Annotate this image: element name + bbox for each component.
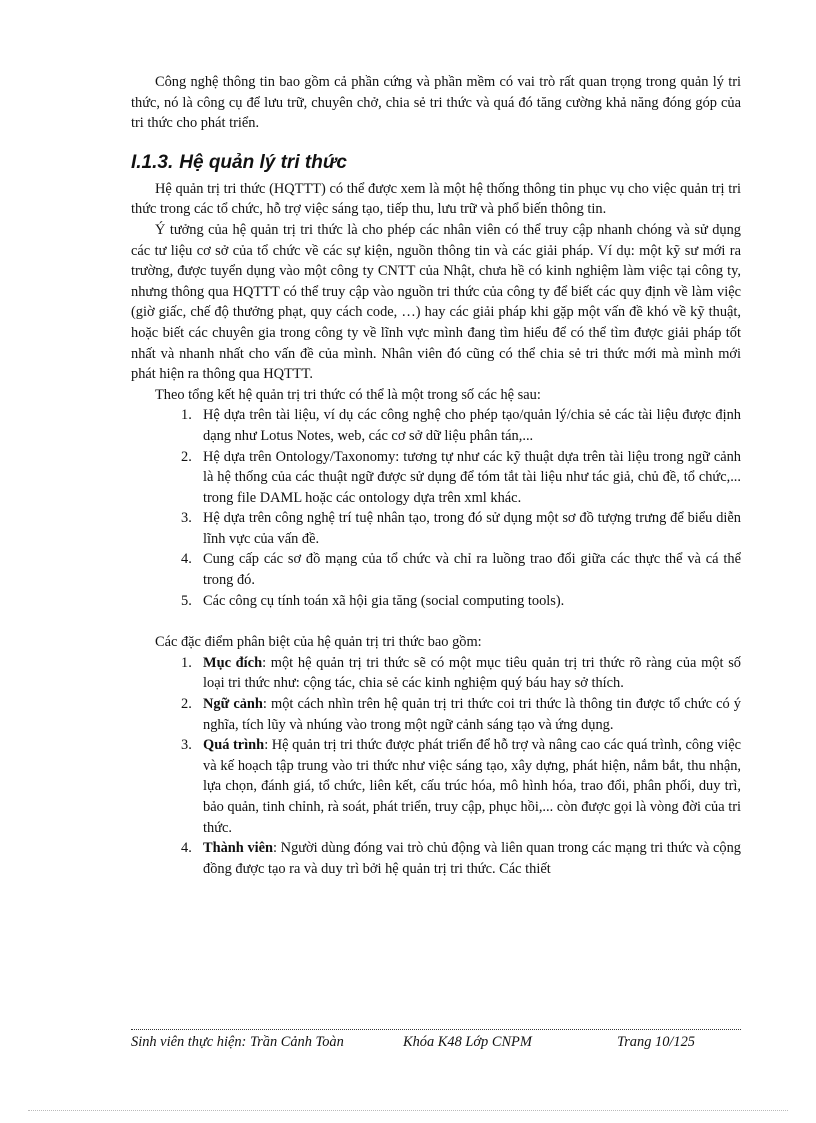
intro-paragraph: Công nghệ thông tin bao gồm cả phần cứng và phần mềm có vai trò rất quan trọng trong quản lý tri thức, nó là công cụ để lưu trữ, chuyên chở, chia sẻ tri thức và quá đó tăng cường khả năng đóng góp của tri thức cho phát triển.	[131, 74, 741, 132]
list-item	[131, 447, 741, 509]
list-text: Hệ dựa trên tài liệu, ví dụ các công nghệ cho phép tạo/quản lý/chia sẻ các tài liệu được định dạng như Lotus Notes, web, các cơ sở dữ liệu phân tán,...	[203, 407, 741, 444]
section-title: Hệ quản lý tri thức	[179, 151, 347, 173]
feature-term: Mục đích	[203, 654, 263, 671]
list-item	[131, 508, 741, 549]
feature-term: Ngữ cảnh	[203, 696, 263, 713]
features-list	[131, 653, 741, 880]
types-intro: Theo tổng kết hệ quản trị tri thức có thể là một trong số các hệ sau:	[155, 386, 541, 403]
list-text: Hệ dựa trên Ontology/Taxonomy: tương tự như các kỹ thuật dựa trên tài liệu trong ngữ cảnh là hệ thống của các thuật ngữ được sử dụng để tóm tắt tài liệu như tác giả, chủ đề, tổ chức,... trong file DAML hoặc các ontology dựa trên xml khác.	[203, 448, 741, 506]
footer-author: Sinh viên thực hiện: Trần Cảnh Toàn	[131, 1034, 344, 1050]
list-number: 3.	[181, 737, 192, 754]
footer-page-number: Trang 10/125	[617, 1034, 695, 1050]
body-paragraph: Hệ quản trị tri thức (HQTTT) có thể được xem là một hệ thống thông tin phục vụ cho việc quản trị tri thức trong các tổ chức, hỗ trợ việc sáng tạo, tiếp thu, lưu trữ và phổ biến thông tin.	[131, 180, 741, 218]
footer-course: Khóa K48 Lớp CNPM	[403, 1034, 532, 1050]
body-paragraph: Ý tưởng của hệ quản trị tri thức là cho phép các nhân viên có thể truy cập nhanh chóng và sử dụng các tư liệu cơ sở của tổ chức về các sự kiện, nguồn thông tin và các giải pháp. Ví dụ: một kỹ sư mới ra trường, được tuyển dụng vào một công ty CNTT của Nhật, chưa hề có kinh nghiệm làm việc tại công ty, nhưng thông qua HQTTT có thể truy cập vào nguồn tri thức của công ty để biết các quy định về làm việc (giờ giấc, chế độ thưởng phạt, quy cách code, …) hay các giải pháp khi gặp một vấn đề khó về kỹ thuật, hoặc biết các chuyên gia trong công ty về lĩnh vực mình đang tìm hiểu để có thể tìm được giải pháp tốt nhất và nhanh nhất cho vấn đề của mình. Nhân viên đó cũng có thể chia sẻ tri thức mới mà mình mới phát hiện ra thông qua HQTTT.	[131, 221, 741, 383]
list-item	[131, 653, 741, 694]
spacer	[131, 611, 741, 632]
features-intro: Các đặc điểm phân biệt của hệ quản trị tri thức bao gồm:	[155, 634, 482, 651]
list-number: 1.	[181, 407, 192, 424]
footer-divider	[131, 1029, 741, 1030]
list-text: : Người dùng đóng vai trò chủ động và liên quan trong các mạng tri thức và cộng đồng được tạo ra và duy trì bởi hệ quản trị tri thức. Các thiết	[203, 840, 741, 877]
section-number: I.1.3.	[131, 151, 174, 173]
list-number: 4.	[181, 840, 192, 857]
list-number: 1.	[181, 654, 192, 671]
list-text: Hệ dựa trên công nghệ trí tuệ nhân tạo, trong đó sử dụng một sơ đồ tượng trưng để biểu diễn lĩnh vực của vấn đề.	[203, 510, 741, 547]
page-bottom-divider	[28, 1110, 788, 1111]
list-number: 3.	[181, 510, 192, 527]
list-item	[131, 838, 741, 879]
list-number: 5.	[181, 592, 192, 609]
document-page	[131, 72, 741, 879]
list-number: 4.	[181, 551, 192, 568]
list-item	[131, 694, 741, 735]
feature-term: Quá trình	[203, 737, 265, 754]
list-item	[131, 549, 741, 590]
types-list	[131, 405, 741, 611]
list-item	[131, 591, 741, 612]
list-number: 2.	[181, 448, 192, 465]
list-number: 2.	[181, 696, 192, 713]
list-text: : một hệ quản trị tri thức sẽ có một mục tiêu quản trị tri thức rõ ràng của một số loại tri thức như: cộng tác, chia sẻ các kinh nghiệm quý báu hay sở thích.	[203, 654, 741, 692]
list-text: : Hệ quản trị tri thức được phát triển để hỗ trợ và nâng cao các quá trình, công việc và kế hoạch tập trung vào tri thức như việc sáng tạo, xây dựng, phát hiện, nắm bắt, thu nhận, lựa chọn, đánh giá, tổ chức, liên kết, cấu trúc hóa, mô hình hóa, trao đổi, phân phối, duy trì, bảo quản, tinh chỉnh, rà soát, phát triển, truy cập, phục hồi,... còn được gọi là vòng đời của tri thức.	[203, 737, 741, 836]
list-item	[131, 405, 741, 446]
section-heading	[131, 151, 741, 175]
list-text: Các công cụ tính toán xã hội gia tăng (social computing tools).	[203, 592, 565, 609]
feature-term: Thành viên	[203, 840, 274, 857]
list-text: : một cách nhìn trên hệ quản trị tri thức coi tri thức là thông tin được tổ chức có ý nghĩa, tích lũy và nhúng vào trong một ngữ cảnh sáng tạo và ứng dụng.	[203, 696, 741, 733]
list-item	[131, 735, 741, 838]
list-text: Cung cấp các sơ đồ mạng của tổ chức và chỉ ra luồng trao đổi giữa các thực thể và cá thể trong đó.	[203, 551, 741, 589]
